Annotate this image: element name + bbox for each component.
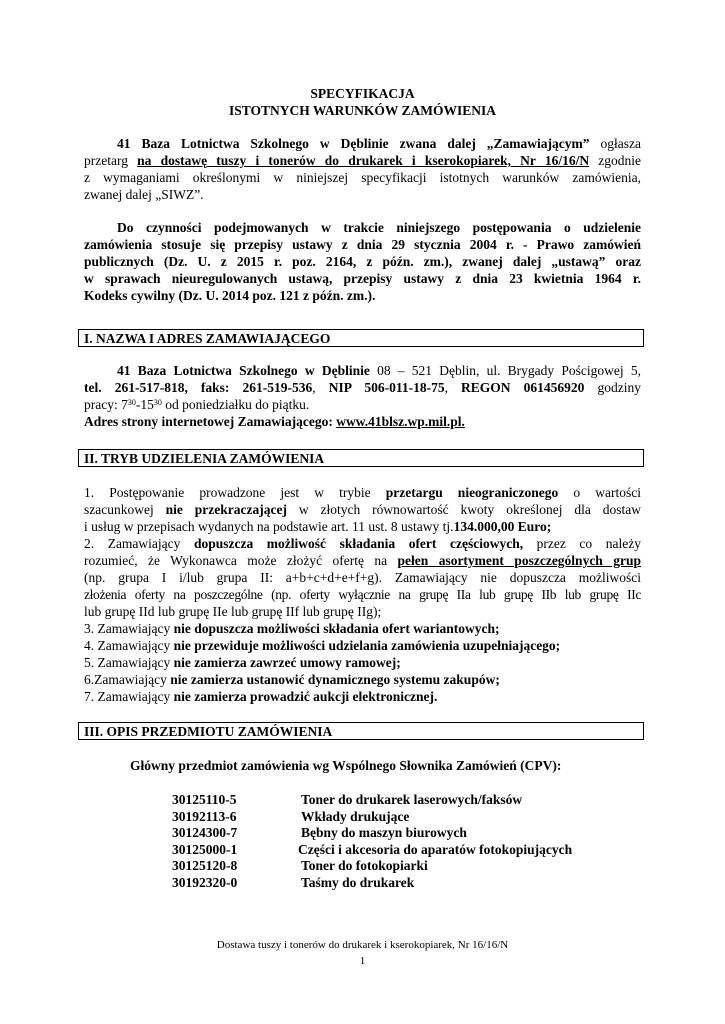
- section-2-p1-line2: szacunkowej nie przekraczającej w złotych równowartość kwoty określonej dla dostaw: [84, 502, 641, 517]
- cpv-desc: Toner do drukarek laserowych/faksów: [301, 792, 523, 807]
- cpv-desc: Wkłady drukujące: [301, 809, 410, 824]
- website-link[interactable]: www.41blsz.wp.mil.pl.: [336, 414, 465, 429]
- cpv-code: 30125000-1: [172, 842, 238, 857]
- cpv-code: 30124300-7: [172, 825, 238, 840]
- section-2-p2-line2: rozumieć, że Wykonawca może złożyć ofertę na pełen asortyment poszczególnych grup: [84, 553, 641, 568]
- legal-line4: w sprawach nieuregulowanych ustawą, przepisy ustawy z dnia 23 kwietnia 1964 r.: [84, 271, 641, 286]
- legal-line2: zamówienia stosuje się przepisy ustawy z dnia 29 stycznia 2004 r. - Prawo zamówień: [84, 237, 641, 252]
- section-2-p2-line4: złożenia oferty na poszczególne (np. oferty wyłącznie na grupę IIa lub grupę IIb lub grupę IIc: [84, 587, 641, 602]
- section-1-line1: 41 Baza Lotnictwa Szkolnego w Dęblinie 08 – 521 Dęblin, ul. Brygady Pościgowej 5,: [117, 363, 641, 378]
- section-2-p7: 7. Zamawiający nie zamierza prowadzić aukcji elektronicznej.: [84, 689, 438, 704]
- section-1-line2: tel. 261-517-818, faks: 261-519-536, NIP 506-011-18-75, REGON 061456920 godziny: [84, 380, 641, 395]
- section-2-p1-line1: 1. Postępowanie prowadzone jest w trybie przetargu nieograniczonego o wartości: [84, 485, 641, 500]
- section-3-heading: III. OPIS PRZEDMIOTU ZAMÓWIENIA: [78, 722, 644, 740]
- intro-line2: przetarg na dostawę tuszy i tonerów do drukarek i kserokopiarek, Nr 16/16/N zgodnie: [84, 153, 641, 168]
- legal-line5: Kodeks cywilny (Dz. U. 2014 poz. 121 z późn. zm.).: [84, 288, 376, 303]
- section-2-p2-line5: lub grupę IId lub grupę IIe lub grupę IIf lub grupę IIg);: [84, 604, 382, 619]
- legal-line1: Do czynności podejmowanych w trakcie niniejszego postępowania o udzielenie: [117, 220, 641, 235]
- section-2-p2-line3: (np. grupa I i/lub grupa II: a+b+c+d+e+f+g). Zamawiający nie dopuszcza możliwości: [84, 570, 641, 585]
- intro-line3: z wymaganiami określonymi w niniejszej specyfikacji istotnych warunków zamówienia,: [84, 170, 641, 185]
- doc-title-line2: ISTOTNYCH WARUNKÓW ZAMÓWIENIA: [228, 103, 497, 118]
- section-2-p5: 5. Zamawiający nie zamierza zawrzeć umowy ramowej;: [84, 655, 401, 670]
- section-1-heading: I. NAZWA I ADRES ZAMAWIAJĄCEGO: [78, 329, 644, 347]
- cpv-desc: Części i akcesoria do aparatów fotokopiujących: [298, 842, 573, 857]
- section-2-p6: 6.Zamawiający nie zamierza ustanowić dynamicznego systemu zakupów;: [84, 672, 500, 687]
- section-1-line3: pracy: $7^{30}-15^{30}$ od poniedziałku do piątku.: [84, 397, 310, 412]
- cpv-code: 30125120-8: [172, 858, 238, 873]
- cpv-code: 30192320-0: [172, 875, 238, 890]
- cpv-code: 30192113-6: [172, 809, 237, 824]
- section-2-p1-line3: i usług w przepisach wydanych na podstawie art. 11 ust. 8 ustawy tj.134.000,00 Euro;: [84, 519, 552, 534]
- section-2-p3: 3. Zamawiający nie dopuszcza możliwości składania ofert wariantowych;: [84, 621, 500, 636]
- cpv-desc: Taśmy do drukarek: [301, 875, 415, 890]
- section-2-p2-line1: 2. Zamawiający dopuszcza możliwość składania ofert częściowych, przez co należy: [84, 536, 641, 551]
- cpv-title: Główny przedmiot zamówienia wg Wspólnego Słownika Zamówień (CPV):: [130, 758, 562, 773]
- section-2-heading: II. TRYB UDZIELENIA ZAMÓWIENIA: [78, 449, 644, 467]
- intro-line1: 41 Baza Lotnictwa Szkolnego w Dęblinie zwana dalej „Zamawiającym” ogłasza: [117, 136, 642, 151]
- legal-line3: publicznych (Dz. U. z 2015 r. poz. 2164, z późn. zm.), zwanej dalej „ustawą” oraz: [84, 254, 641, 269]
- section-2-p4: 4. Zamawiający nie przewiduje możliwości udzielania zamówienia uzupełniającego;: [84, 638, 561, 653]
- cpv-desc: Bębny do maszyn biurowych: [301, 825, 467, 840]
- section-1-line4: Adres strony internetowej Zamawiającego: www.41blsz.wp.mil.pl.: [84, 414, 465, 429]
- intro-line4: zwanej dalej „SIWZ”.: [84, 187, 204, 202]
- page-number: 1: [359, 955, 366, 967]
- cpv-code: 30125110-5: [172, 792, 237, 807]
- footer-text: Dostawa tuszy i tonerów do drukarek i kserokopiarek, Nr 16/16/N: [216, 939, 509, 951]
- cpv-desc: Toner do fotokopiarki: [301, 858, 428, 873]
- doc-title-line1: SPECYFIKACJA: [310, 86, 415, 101]
